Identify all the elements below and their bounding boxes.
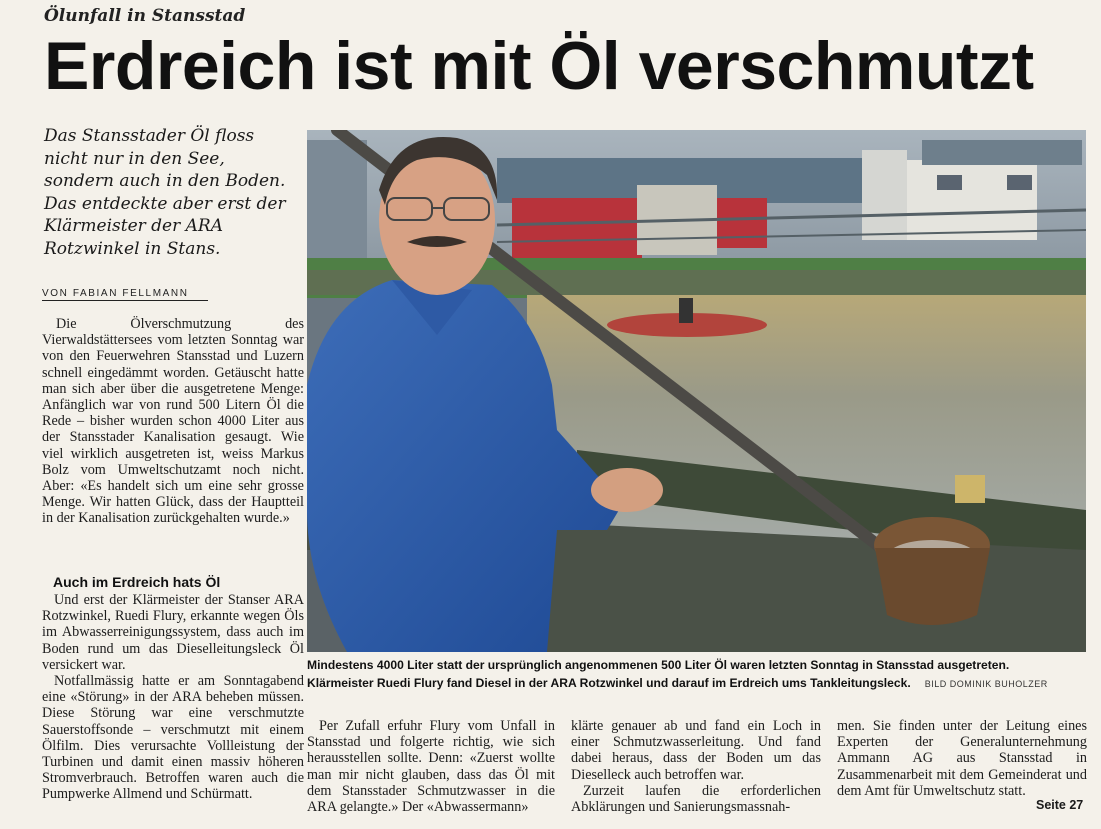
- caption-line-2-text: Klärmeister Ruedi Flury fand Diesel in der ARA Rotzwinkel und darauf im Erdreich ums Tankleitungsleck.: [307, 676, 911, 690]
- paragraph: Und erst der Klärmeister der Stanser ARA Rotzwinkel, Ruedi Flury, erkannte wegen Öls im Abwasserreinigungssystem, dass auch im Boden rund um das Dieselleitungsleck Öl versickert war.: [42, 592, 304, 673]
- article-column-1-continued: [42, 592, 304, 803]
- paragraph: Notfallmässig hatte er am Sonntagabend eine «Störung» in der ARA beheben müssen. Diese Störung war eine verschmutzte Sauerstoffsonde – verschmutzt mit einem Ölfilm. Dies verursachte Vollleistung der Turbinen und damit einen massiv höheren Stromverbrauch. Betroffen waren auch die Pumpwerke Allmend und Schürmatt.: [42, 673, 304, 803]
- lead-paragraph: Das Stansstader Öl floss nicht nur in den See, sondern auch in den Boden. Das entdeckte aber erst der Klärmeister der ARA Rotzwinkel in Stans.: [44, 126, 286, 259]
- photo-caption: [307, 656, 1092, 693]
- kicker: Ölunfall in Stansstad: [44, 6, 246, 26]
- caption-line-1: Mindestens 4000 Liter statt der ursprünglich angenommenen 500 Liter Öl waren letzten Sonntag in Stansstad ausgetreten.: [307, 658, 1010, 672]
- headline: Erdreich ist mit Öl verschmutzt: [44, 28, 1034, 104]
- byline: VON FABIAN FELLMANN: [42, 288, 208, 301]
- subheading: Auch im Erdreich hats Öl: [53, 574, 221, 590]
- article-column-3: [571, 718, 821, 815]
- article-column-1: [42, 316, 304, 527]
- page-number: Seite 27: [1036, 798, 1084, 812]
- paragraph: Zurzeit laufen die erforderlichen Abklärungen und Sanierungsmassnah-: [571, 782, 821, 816]
- photo-illustration: [307, 130, 1086, 652]
- news-photo: [307, 130, 1086, 652]
- paragraph: men. Sie finden unter der Leitung eines Experten der Generalunternehmung Ammann AG aus Stansstad in Zusammenarbeit mit dem Gemeinderat und dem Amt für Umweltschutz statt.: [837, 718, 1087, 799]
- article-column-2: [307, 718, 555, 815]
- article-column-4: [837, 718, 1087, 799]
- caption-line-2: [307, 674, 1092, 693]
- paragraph: Per Zufall erfuhr Flury vom Unfall in Stansstad und folgerte richtig, wie sich herausstellen sollte. Denn: «Zuerst wollte man mir nicht glauben, dass das Öl mit dem Stansstader Schmutzwasser in die ARA gelangte.» Der «Abwassermann»: [307, 718, 555, 816]
- paragraph: klärte genauer ab und fand ein Loch in einer Schmutzwasserleitung. Und fand dabei heraus, dass der Boden um das Dieselleck auch betroffen war.: [571, 718, 821, 783]
- photo-credit: BILD DOMINIK BUHOLZER: [924, 679, 1048, 689]
- paragraph: Die Ölverschmutzung des Vierwaldstättersees vom letzten Sonntag war von den Feuerwehren Stansstad und Luzern schnell eingedämmt worden. Getäuscht hatte man sich aber über die ausgetretene Menge: Anfänglich war von rund 500 Litern Öl die Rede – bisher wurden schon 4000 Liter aus der Stansstader Kanalisation gesaugt. Wie viel wirklich ausgetreten ist, weiss Markus Bolz vom Umweltschutzamt noch nicht. Aber: «Es handelt sich um eine sehr grosse Menge. Wir hatten Glück, dass der Hauptteil in der Kanalisation zurückgehalten wurde.»: [42, 316, 304, 527]
